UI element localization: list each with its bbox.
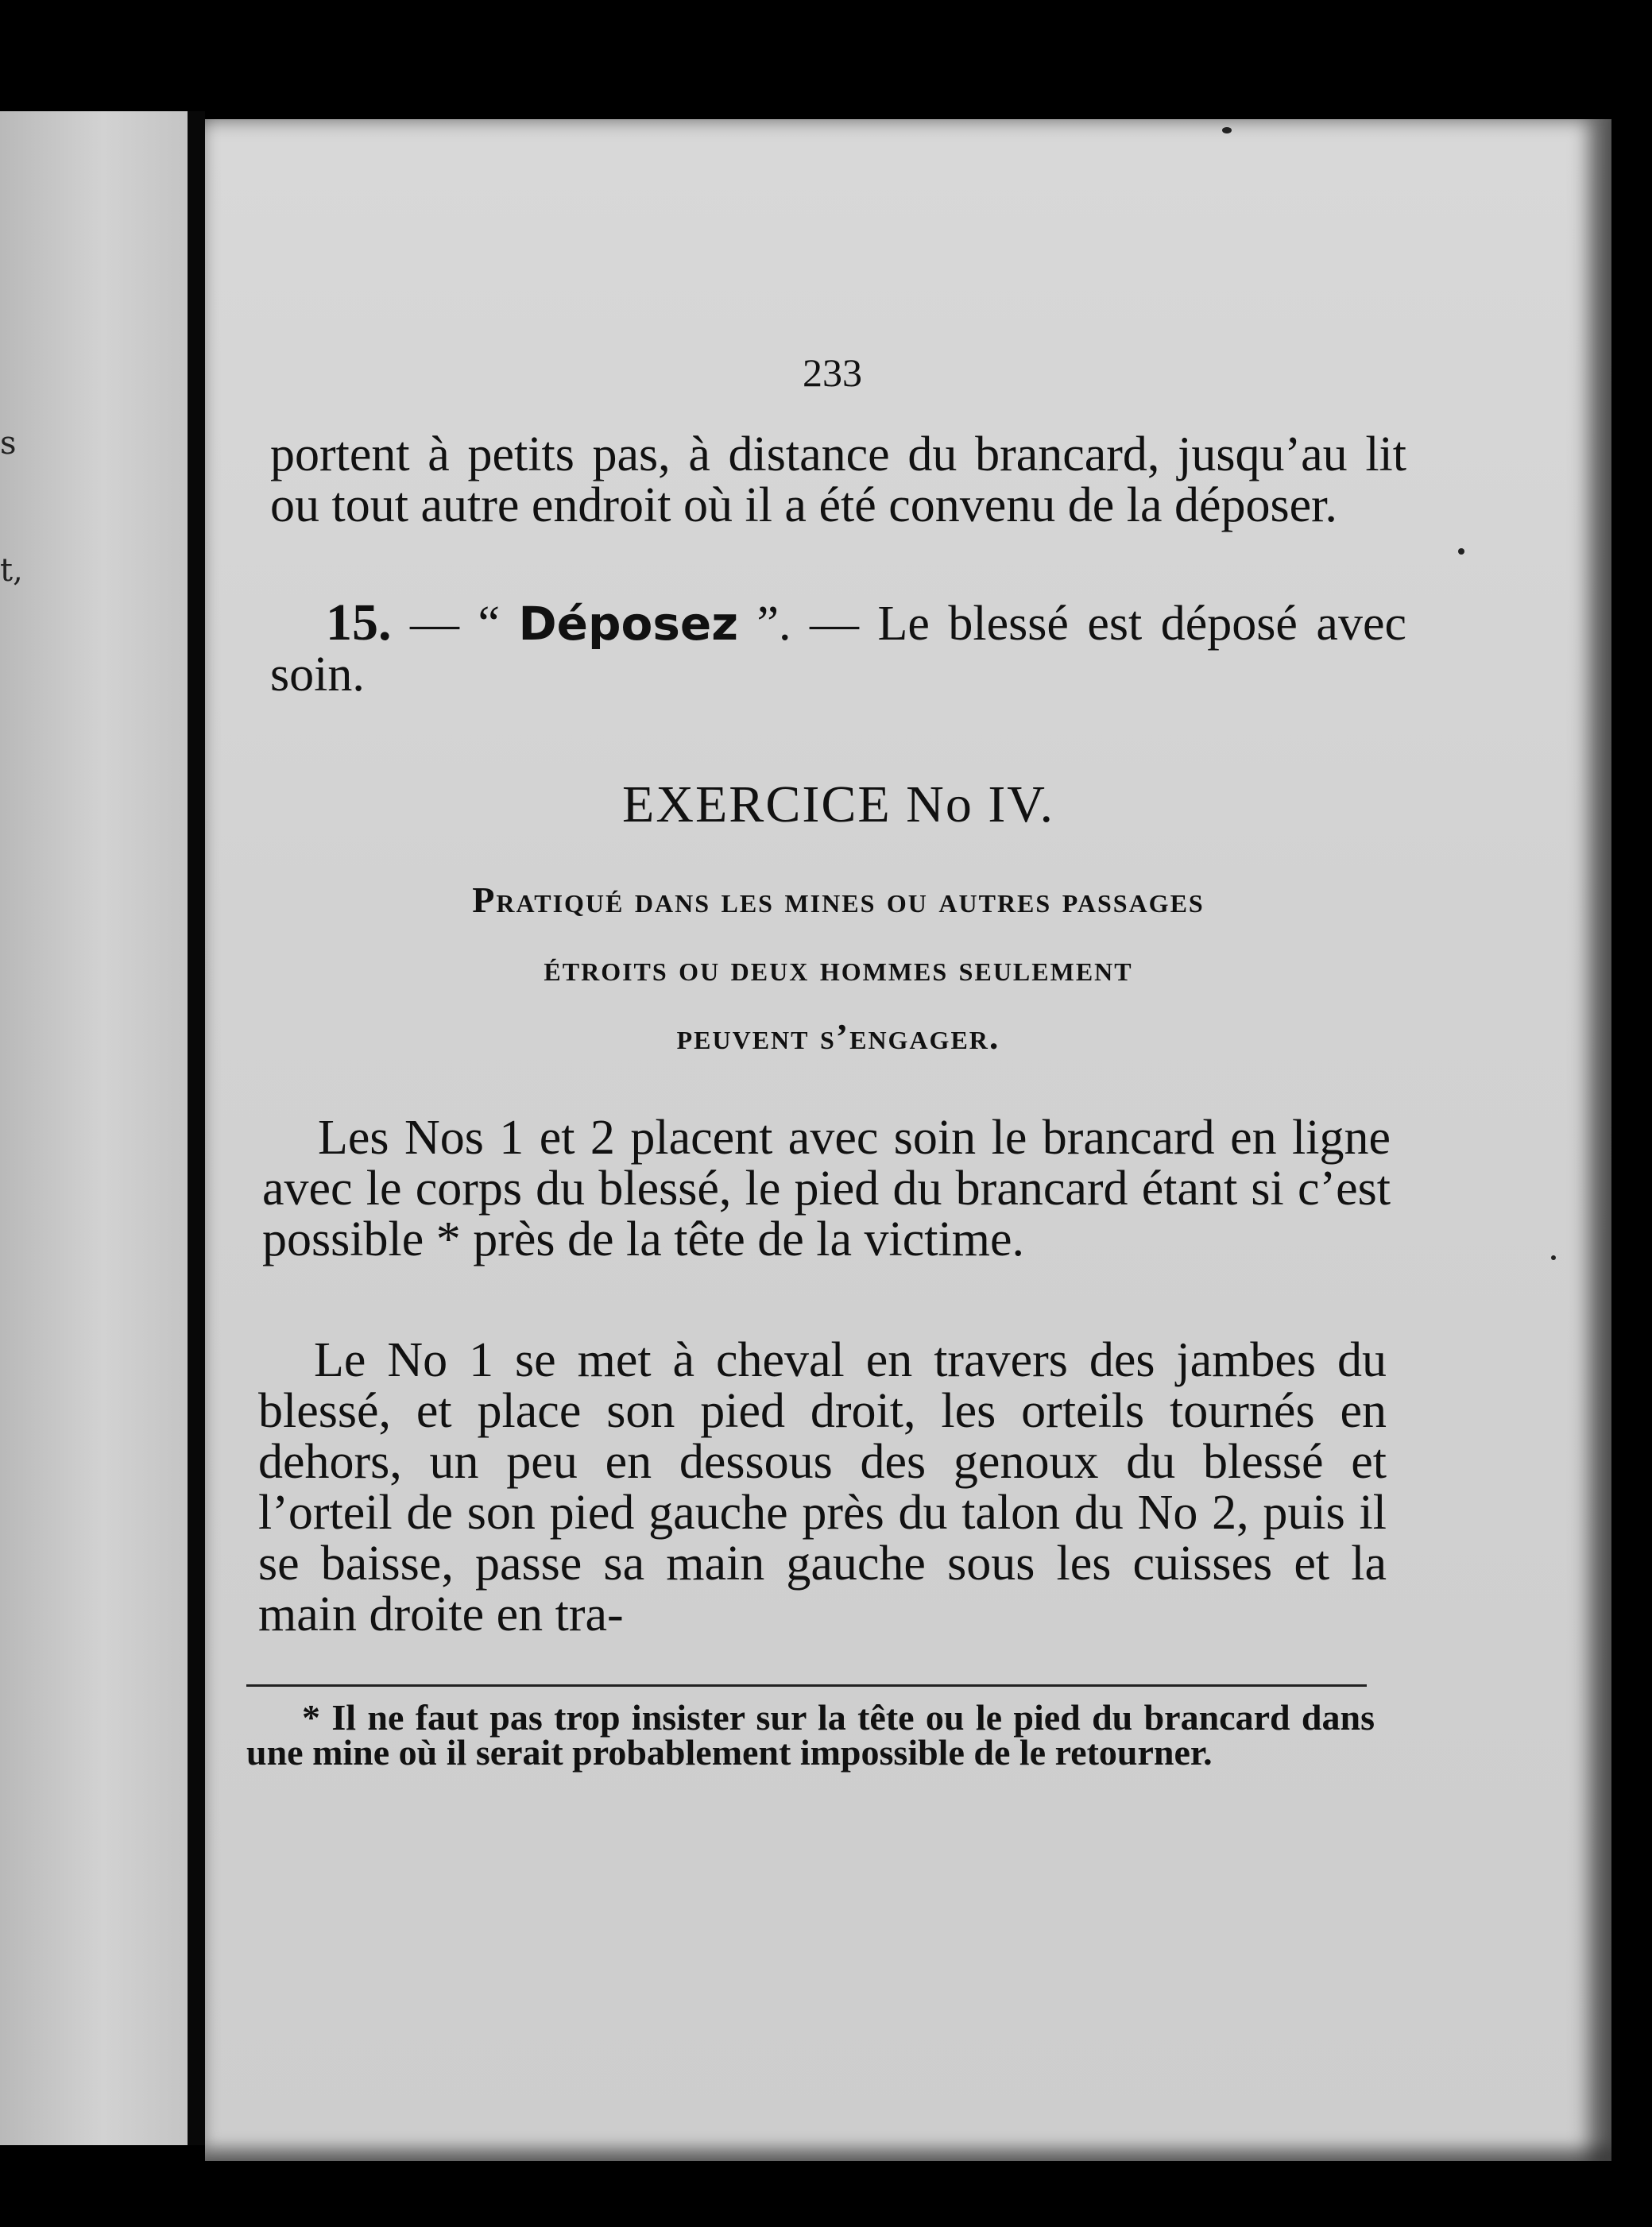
continued-paragraph (270, 429, 1406, 531)
scan-speck (1458, 548, 1464, 555)
footnote (246, 1697, 1375, 1773)
left-page-edge (0, 111, 188, 2145)
step-dash: — “ (391, 597, 519, 651)
paragraph-2 (258, 1335, 1387, 1640)
footnote-divider (246, 1684, 1367, 1687)
scan-speck (1551, 1255, 1556, 1260)
step-number: 15. (326, 593, 392, 651)
footnote-text: * Il ne faut pas trop insister sur la tête ou le pied du brancard dans une mine où il serait probablement impossible de le retourner. (246, 1697, 1375, 1773)
continued-paragraph-text: portent à petits pas, à distance du brancard, jusqu’au lit ou tout autre endroit où il a été convenu de la déposer. (270, 427, 1406, 532)
left-page-fragment: s (0, 425, 17, 462)
left-page-fragment: t, (0, 552, 23, 589)
step-15-paragraph (270, 593, 1406, 702)
step-command: Déposez (518, 597, 738, 651)
exercise-subtitle-line: peuvent s’engager. (676, 1016, 1000, 1057)
exercise-subtitle-line: Pratiqué dans les mines ou autres passages (472, 880, 1205, 920)
scan-speck (1222, 127, 1232, 133)
page-number: 233 (803, 350, 862, 395)
step-text: ”. — Le blessé est déposé avec soin. (270, 597, 1406, 702)
book-gutter (188, 111, 205, 2145)
exercise-title: EXERCICE No IV. (622, 775, 1054, 833)
exercise-subtitle-line: étroits ou deux hommes seulement (544, 948, 1133, 988)
paragraph-1-text: Les Nos 1 et 2 placent avec soin le brancard en ligne avec le corps du blessé, le pied du brancard étant si c’est possible * près de la tête de la victime. (262, 1111, 1391, 1266)
paragraph-2-text: Le No 1 se met à cheval en travers des jambes du blessé, et place son pied droit, les orteils tournés en dehors, un peu en dessous des genoux du blessé et l’orteil de son pied gauche près du talon du No 2, puis il se baisse, passe sa main gauche sous les cuisses et la main droite en tra- (258, 1333, 1387, 1641)
exercise-subtitle (270, 866, 1406, 1071)
paragraph-1 (262, 1112, 1391, 1265)
